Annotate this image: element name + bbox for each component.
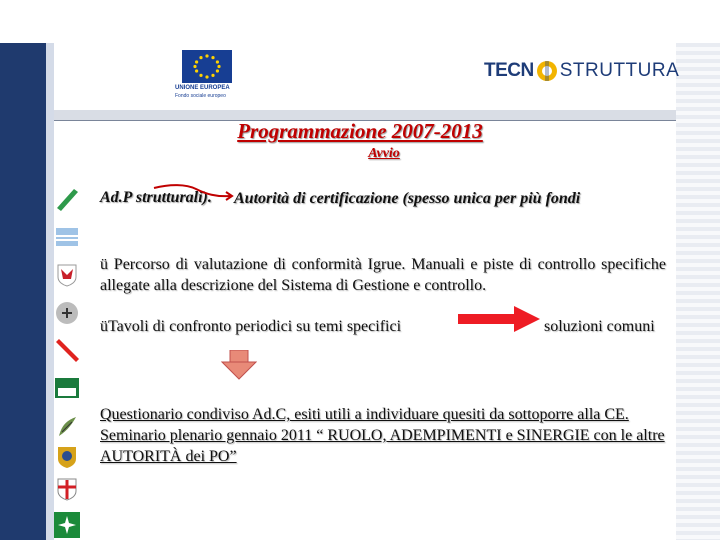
tecnostruttura-mark-icon [536, 60, 558, 82]
crest-icon [54, 338, 80, 364]
crest-icon [54, 300, 80, 326]
red-right-arrow-icon [458, 305, 540, 333]
eu-logo-line1: UNIONE EUROPEA [175, 85, 230, 91]
curved-connector-arrow-icon [152, 180, 236, 202]
tecnostruttura-logo [484, 58, 679, 84]
crest-icon [54, 476, 80, 502]
logo-part2: STRUTTURA [559, 60, 680, 81]
crest-icon [54, 224, 80, 250]
questionario-paragraph: Questionario condiviso Ad.C, esiti utili a individuare quesiti da sottoporre alla CE. Seminario plenario gennaio 2011 “ RUOLO, ADEMPIMENTI e SINERGIE con le altre AUTORITÀ dei PO” [100, 406, 665, 465]
crest-icon [54, 512, 80, 538]
bullet-tavoli: üTavoli di confronto periodici su temi specifici [100, 318, 402, 335]
adp-label: Ad.P strutturali). [100, 189, 212, 206]
crest-icon [54, 186, 80, 212]
logo-part1: TECN [484, 60, 534, 81]
crest-icon [54, 262, 80, 288]
right-decor-stripes [676, 43, 720, 540]
left-decor-bar [0, 43, 46, 540]
slide-subtitle: Avvio [368, 146, 400, 161]
slide-title: Programmazione 2007-2013 [237, 119, 483, 143]
eu-logo-line2: Fondo sociale europeo [175, 93, 226, 99]
soluzioni-label: soluzioni comuni [544, 318, 655, 335]
crest-icon [54, 376, 80, 402]
eu-flag-icon [182, 50, 232, 83]
red-down-arrow-icon [221, 350, 257, 380]
left-decor-strip [46, 43, 54, 540]
bullet-percorso: ü Percorso di valutazione di conformità Igrue. Manuali e piste di controllo specifiche allegate alla descrizione del Sistema di Gestione e controllo. [100, 256, 666, 294]
crest-icon [54, 444, 80, 470]
autorita-label: Autorità di certificazione (spesso unica per più fondi [234, 190, 581, 207]
eu-logo [175, 50, 243, 100]
crest-icon [54, 414, 80, 440]
